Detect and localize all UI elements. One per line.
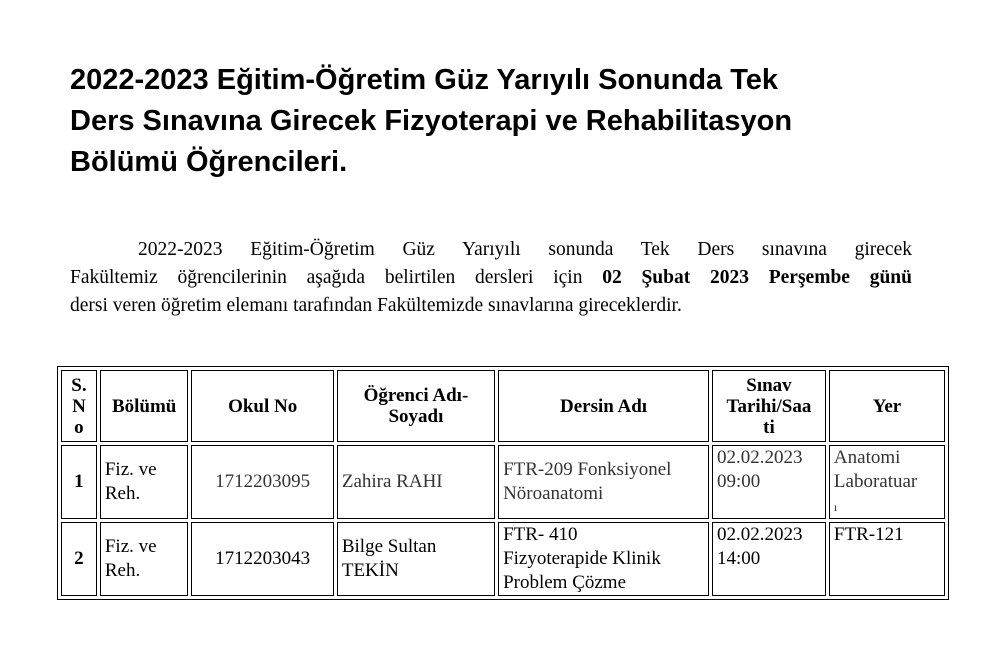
exam-date-highlight: 02 Şubat 2023 Perşembe günü [602, 267, 912, 288]
header-tarih-part: Tarihi/Saa [726, 395, 812, 417]
cell-yer-line: Laboratuar [833, 471, 918, 492]
cell-yer-line: FTR-121 [833, 524, 904, 545]
header-yer: Yer [829, 370, 945, 442]
cell-ders [498, 445, 709, 519]
cell-tarih-line: 14:00 [717, 548, 761, 569]
paragraph-line-1 [70, 236, 912, 264]
announcement-paragraph [70, 236, 912, 320]
header-sno [61, 370, 97, 442]
cell-ders-line: FTR-209 Fonksiyonel [503, 459, 672, 480]
cell-yer-line: ı [833, 500, 838, 514]
exam-table [57, 366, 949, 600]
header-ders: Dersin Adı [498, 370, 709, 442]
header-ogrenci-part: Öğrenci Adı- [363, 385, 469, 406]
cell-sno: 2 [61, 522, 97, 596]
paragraph-line-3: dersi veren öğretim elemanı tarafından Fakültemizde sınavlarına gireceklerdir. [70, 295, 682, 316]
cell-yer [829, 522, 945, 596]
cell-yer [829, 445, 945, 519]
cell-tarih-line: 02.02.2023 [717, 524, 803, 545]
cell-ogrenci-line: Zahira RAHI [341, 471, 443, 492]
header-tarih-part: ti [763, 416, 775, 438]
paragraph-line-2 [70, 264, 912, 292]
cell-ders [498, 522, 709, 596]
header-ogrenci [337, 370, 495, 442]
header-okul-no: Okul No [191, 370, 333, 442]
header-tarih [712, 370, 826, 442]
cell-ogrenci [337, 522, 495, 596]
table-header-row [61, 370, 945, 442]
header-sno-part: N [72, 395, 86, 417]
cell-ders-line: Nöroanatomi [503, 483, 604, 504]
cell-sno: 1 [61, 445, 97, 519]
cell-yer-line: Anatomi [833, 447, 901, 468]
table-row [61, 522, 945, 596]
header-sno-part: S. [71, 374, 87, 396]
cell-ogrenci [337, 445, 495, 519]
cell-bolum-line: Reh. [104, 560, 141, 581]
paragraph-line-2-text: Fakültemiz öğrencilerinin aşağıda belirtilen dersleri için [70, 267, 603, 288]
cell-bolum-line: Fiz. ve [104, 459, 157, 480]
cell-ogrenci-line: Bilge Sultan [341, 536, 437, 557]
cell-tarih-line: 02.02.2023 [717, 447, 803, 468]
cell-okul-no: 1712203043 [191, 522, 333, 596]
cell-ogrenci-line: TEKİN [341, 560, 399, 581]
cell-okul-no: 1712203095 [191, 445, 333, 519]
cell-ders-line: FTR- 410 [503, 524, 578, 545]
cell-bolum [100, 445, 189, 519]
header-sno-part: o [74, 416, 84, 438]
cell-tarih-line: 09:00 [717, 471, 761, 492]
title-line-1: 2022-2023 Eğitim-Öğretim Güz Yarıyılı Sonunda Tek [70, 64, 779, 96]
cell-bolum-line: Fiz. ve [104, 536, 157, 557]
header-bolum: Bölümü [100, 370, 189, 442]
table-row [61, 445, 945, 519]
page-title [70, 60, 940, 183]
header-ogrenci-part: Soyadı [388, 406, 444, 427]
cell-bolum-line: Reh. [104, 483, 141, 504]
cell-ders-line: Fizyoterapide Klinik [503, 548, 661, 569]
header-tarih-part: Sınav [746, 374, 792, 396]
cell-tarih [712, 522, 826, 596]
cell-ders-line: Problem Çözme [503, 572, 627, 593]
cell-bolum [100, 522, 189, 596]
paragraph-line-1-text: 2022-2023 Eğitim-Öğretim Güz Yarıyılı sonunda Tek Ders sınavına girecek [138, 239, 912, 260]
cell-tarih [712, 445, 826, 519]
title-line-2: Ders Sınavına Girecek Fizyoterapi ve Rehabilitasyon [70, 105, 793, 137]
title-line-3: Bölümü Öğrencileri. [70, 146, 348, 178]
